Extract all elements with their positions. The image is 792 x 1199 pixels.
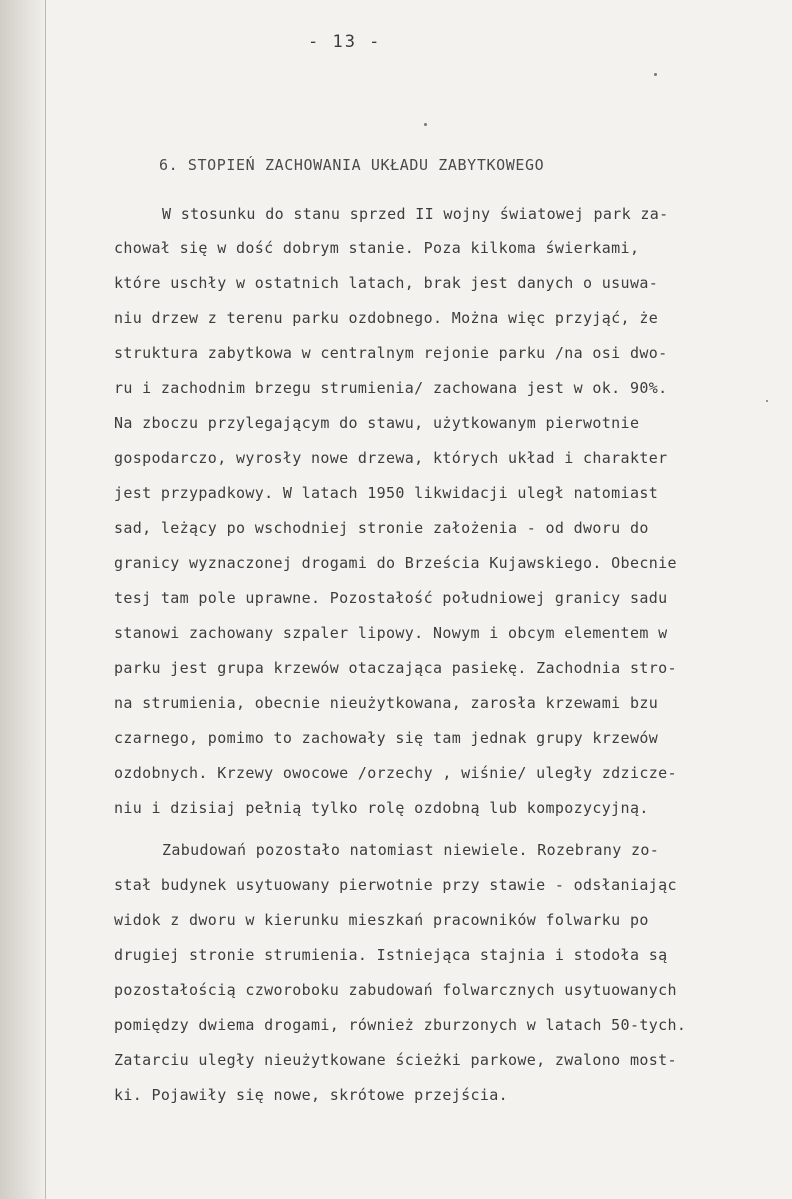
text-line: niu i dzisiaj pełnią tylko rolę ozdobną lub kompozycyjną. [114, 799, 649, 817]
text-line: niu drzew z terenu parku ozdobnego. Można więc przyjąć, że [114, 309, 659, 327]
text-line: ru i zachodnim brzegu strumienia/ zachowana jest w ok. 90%. [114, 379, 668, 397]
text-line: na strumienia, obecnie nieużytkowana, zarosła krzewami bzu [114, 694, 659, 712]
text-line: pozostałością czworoboku zabudowań folwarcznych usytuowanych [114, 981, 677, 999]
text-line: ozdobnych. Krzewy owocowe /orzechy , wiśnie/ uległy zdzicze- [114, 764, 677, 782]
text-line: pomiędzy dwiema drogami, również zburzonych w latach 50-tych. [114, 1016, 687, 1034]
text-line: które uschły w ostatnich latach, brak jest danych o usuwa- [114, 274, 659, 292]
text-line: widok z dworu w kierunku mieszkań pracowników folwarku po [114, 911, 649, 929]
text-line: drugiej stronie strumienia. Istniejąca stajnia i stodoła są [114, 946, 668, 964]
text-line: czarnego, pomimo to zachowały się tam jednak grupy krzewów [114, 729, 659, 747]
text-line: stał budynek usytuowany pierwotnie przy stawie - odsłaniając [114, 876, 677, 894]
paper-speck [654, 73, 657, 76]
text-line: Na zboczu przylegającym do stawu, użytkowanym pierwotnie [114, 414, 640, 432]
text-line: sad, leżący po wschodniej stronie założenia - od dworu do [114, 519, 649, 537]
text-line: Zatarciu uległy nieużytkowane ścieżki parkowe, zwalono most- [114, 1051, 677, 1069]
text-line: granicy wyznaczonej drogami do Brześcia Kujawskiego. Obecnie [114, 554, 677, 572]
text-line: struktura zabytkowa w centralnym rejonie parku /na osi dwo- [114, 344, 668, 362]
text-line: stanowi zachowany szpaler lipowy. Nowym i obcym elementem w [114, 624, 668, 642]
text-line: ki. Pojawiły się nowe, skrótowe przejścia. [114, 1086, 508, 1104]
page-number: - 13 - [308, 32, 382, 52]
text-line: W stosunku do stanu sprzed II wojny światowej park za- [162, 205, 669, 223]
paper-speck [424, 123, 427, 126]
text-line: gospodarczo, wyrosły nowe drzewa, których układ i charakter [114, 449, 668, 467]
paper-speck [766, 400, 768, 402]
text-line: Zabudowań pozostało natomiast niewiele. Rozebrany zo- [162, 841, 660, 859]
text-line: tesj tam pole uprawne. Pozostałość południowej granicy sadu [114, 589, 668, 607]
text-line: chował się w dość dobrym stanie. Poza kilkoma świerkami, [114, 239, 640, 257]
text-line: parku jest grupa krzewów otaczająca pasiekę. Zachodnia stro- [114, 659, 677, 677]
section-heading: 6. STOPIEŃ ZACHOWANIA UKŁADU ZABYTKOWEGO [159, 156, 545, 174]
text-line: jest przypadkowy. W latach 1950 likwidacji uległ natomiast [114, 484, 659, 502]
